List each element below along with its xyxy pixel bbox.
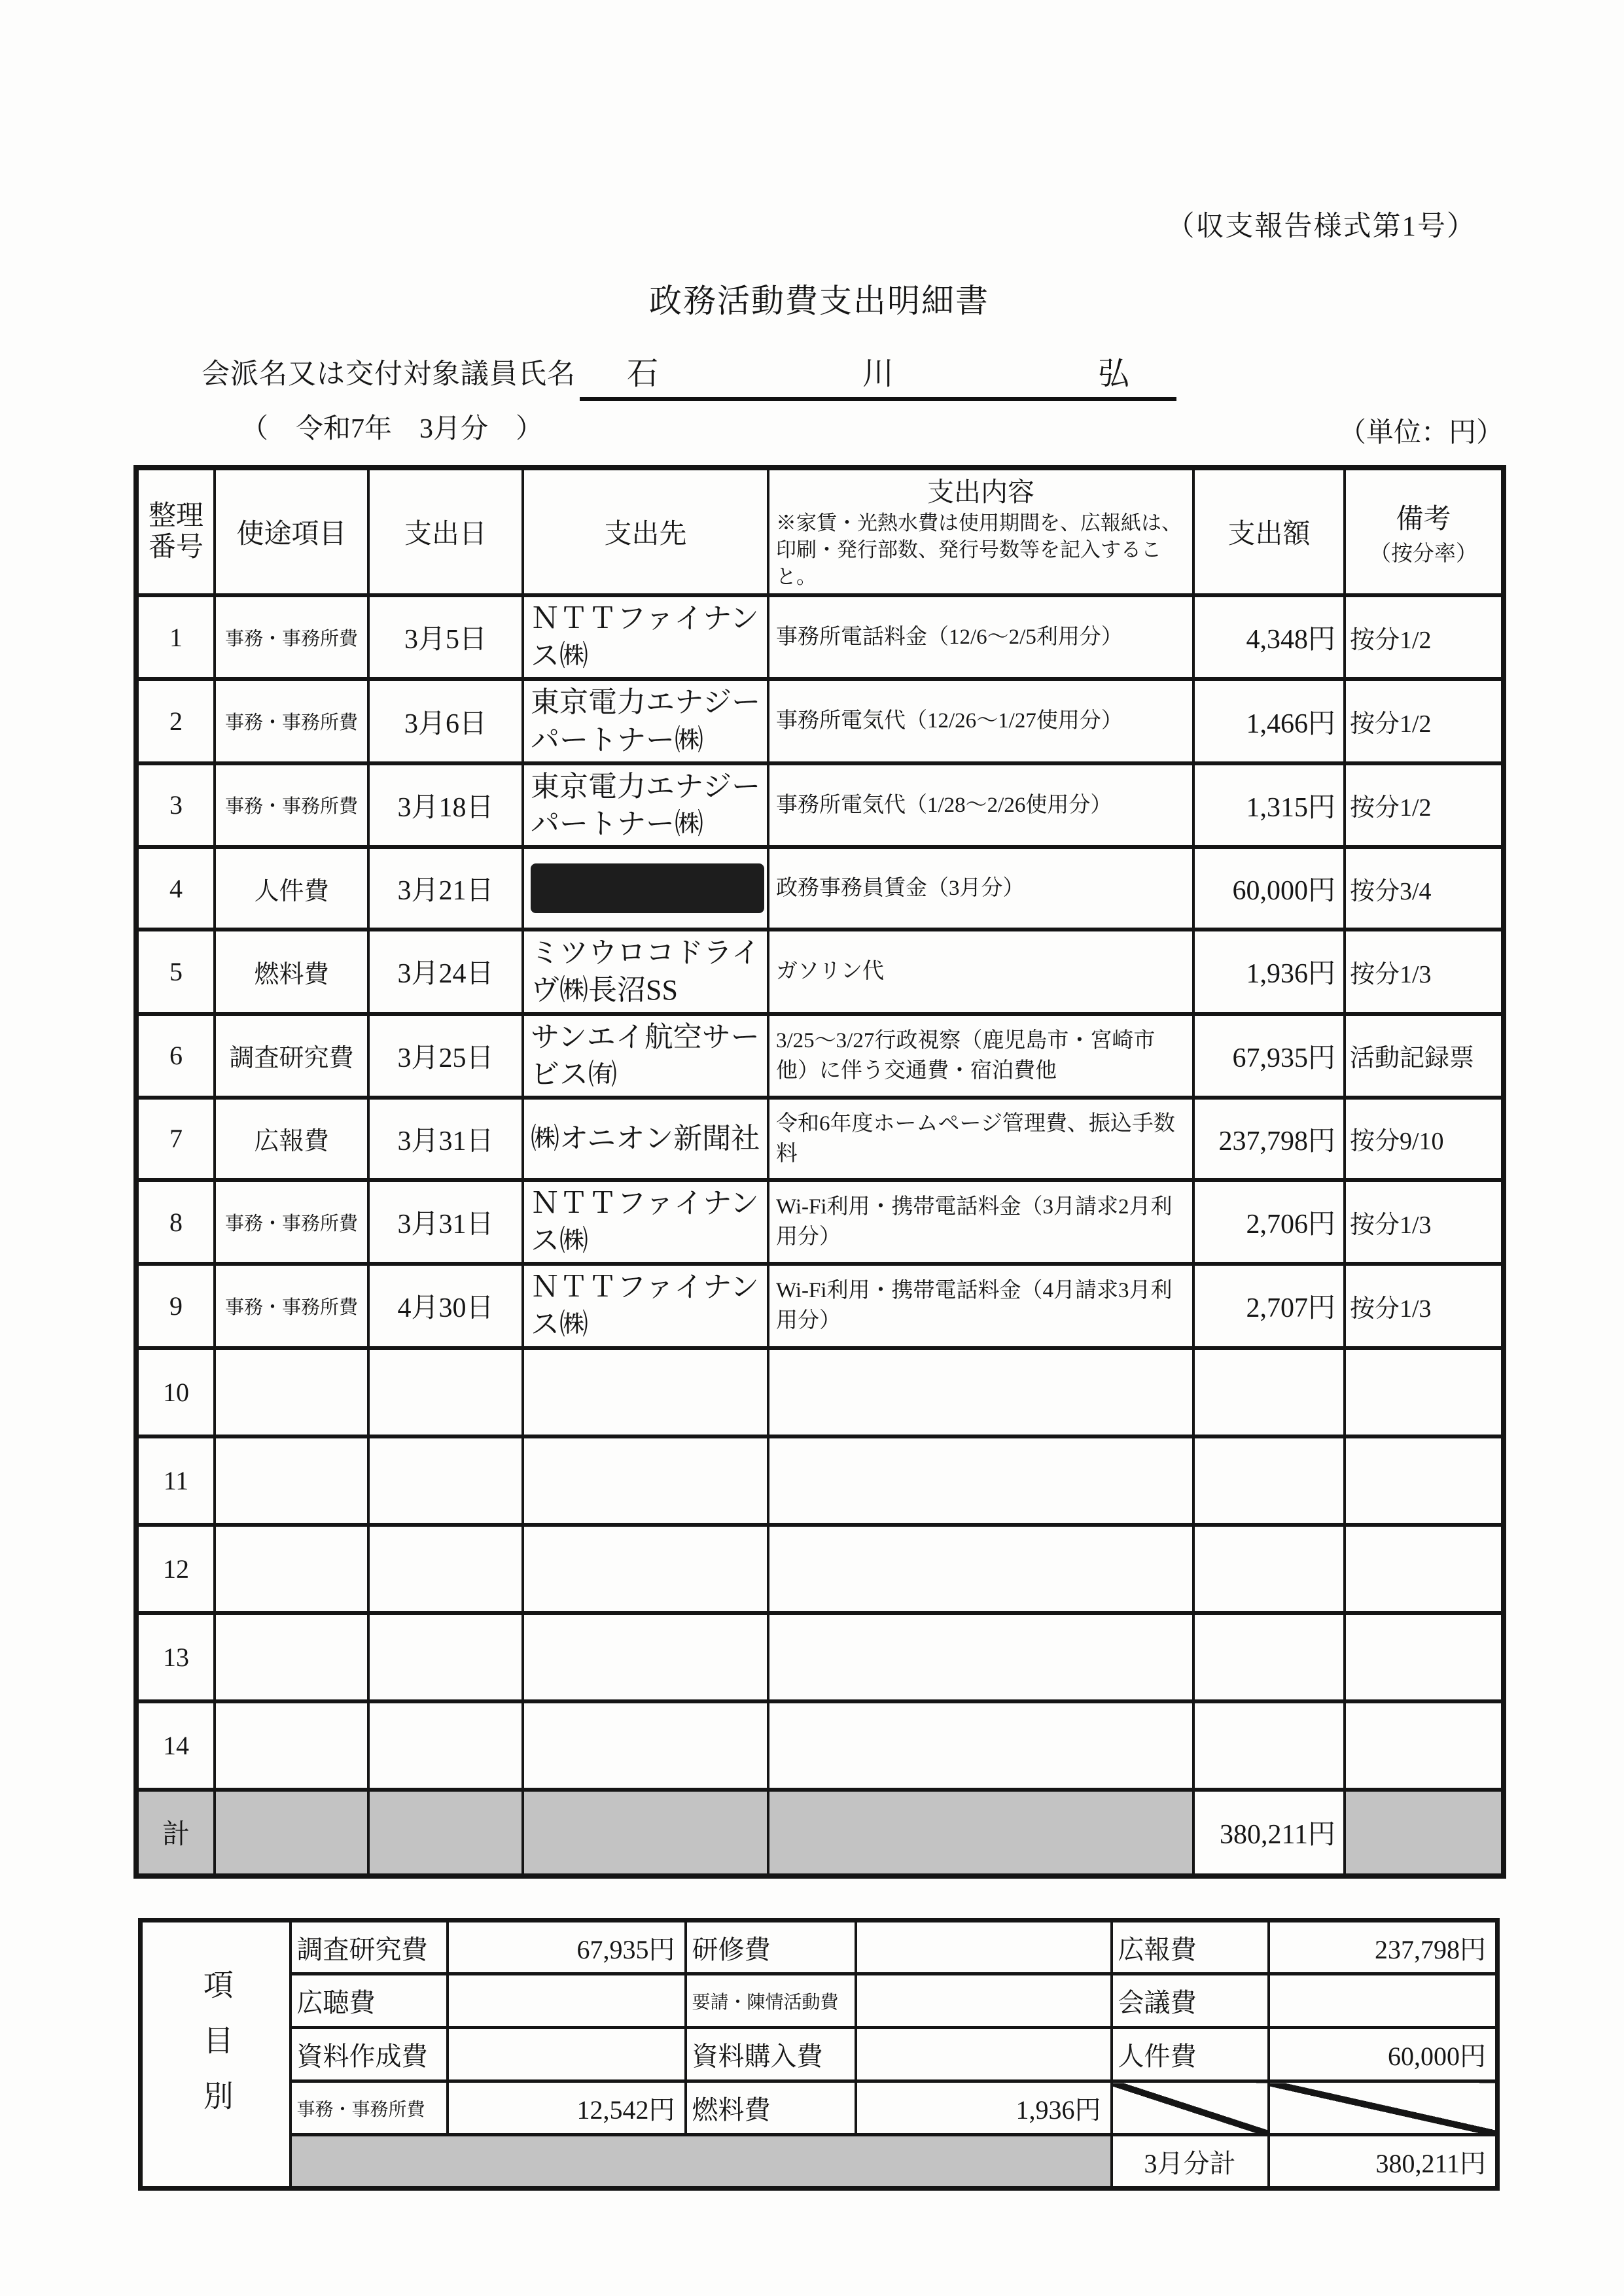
header-remarks-line2: （按分率） [1369, 542, 1477, 566]
date-cell: 3月5日 [368, 595, 523, 679]
summary-label: 燃料費 [686, 2081, 856, 2135]
description-cell [768, 1436, 1193, 1525]
summary-value [856, 1921, 1112, 1974]
entry-number: 14 [136, 1701, 215, 1790]
expense-table [133, 465, 1506, 1879]
remarks-cell [1345, 1348, 1504, 1436]
amount-cell: 2,707円 [1193, 1264, 1345, 1348]
remarks-cell: 按分1/3 [1345, 1180, 1504, 1264]
summary-total-row [141, 2135, 1498, 2189]
summary-label: 資料作成費 [291, 2028, 448, 2081]
total-empty-cell [368, 1790, 523, 1876]
amount-cell: 1,315円 [1193, 763, 1345, 847]
category-cell: 事務・事務所費 [215, 763, 368, 847]
category-cell: 事務・事務所費 [215, 595, 368, 679]
total-label-cell: 計 [136, 1790, 215, 1876]
header-content-title: 支出内容 [927, 477, 1034, 508]
summary-value [1269, 1974, 1498, 2028]
category-cell [215, 1525, 368, 1613]
page-title: 政務活動費支出明細書 [649, 283, 989, 319]
amount-cell: 237,798円 [1193, 1098, 1345, 1180]
summary-label: 広聴費 [291, 1974, 448, 2028]
description-cell: Wi-Fi利用・携帯電話料金（3月請求2月利用分） [768, 1180, 1193, 1264]
date-cell: 3月6日 [368, 679, 523, 763]
amount-cell: 4,348円 [1193, 595, 1345, 679]
redaction-box [531, 863, 764, 913]
entry-number: 10 [136, 1348, 215, 1436]
summary-value: 67,935円 [448, 1921, 686, 1974]
description-cell: 令和6年度ホームページ管理費、振込手数料 [768, 1098, 1193, 1180]
payee-cell: サンエイ航空サービス㈲ [523, 1014, 768, 1098]
struck-out-cell [1269, 2081, 1498, 2135]
summary-value [448, 1974, 686, 2028]
summary-row [141, 1921, 1498, 1974]
summary-label: 研修費 [686, 1921, 856, 1974]
entry-number: 6 [136, 1014, 215, 1098]
header-remarks-line1: 備考 [1396, 504, 1451, 534]
remarks-cell: 活動記録票 [1345, 1014, 1504, 1098]
description-cell: ガソリン代 [768, 930, 1193, 1013]
date-cell: 4月30日 [368, 1264, 523, 1348]
amount-cell: 1,936円 [1193, 930, 1345, 1013]
summary-value: 60,000円 [1269, 2028, 1498, 2081]
summary-value: 1,936円 [856, 2081, 1112, 2135]
amount-cell: 67,935円 [1193, 1014, 1345, 1098]
remarks-cell: 按分3/4 [1345, 847, 1504, 930]
unit-label: （単位：円） [1339, 418, 1504, 448]
description-cell: Wi-Fi利用・携帯電話料金（4月請求3月利用分） [768, 1264, 1193, 1348]
total-empty-cell [768, 1790, 1193, 1876]
summary-label: 事務・事務所費 [291, 2081, 448, 2135]
entry-number: 3 [136, 763, 215, 847]
header-category: 使途項目 [215, 468, 368, 595]
description-cell [768, 1525, 1193, 1613]
summary-label: 要請・陳情活動費 [686, 1974, 856, 2028]
total-empty-cell [1345, 1790, 1504, 1876]
payee-cell [523, 1348, 768, 1436]
category-cell: 事務・事務所費 [215, 1264, 368, 1348]
description-cell: 3/25～3/27行政視察（鹿児島市・宮崎市他）に伴う交通費・宿泊費他 [768, 1014, 1193, 1098]
category-cell [215, 1701, 368, 1790]
date-cell: 3月18日 [368, 763, 523, 847]
payee-cell: ＮＴＴファイナンス㈱ [523, 595, 768, 679]
description-cell [768, 1613, 1193, 1701]
remarks-cell: 按分1/2 [1345, 595, 1504, 679]
payee-cell: ㈱オニオン新聞社 [523, 1098, 768, 1180]
summary-label: 資料購入費 [686, 2028, 856, 2081]
summary-label: 会議費 [1112, 1974, 1269, 2028]
member-name-line [202, 348, 1176, 401]
date-cell [368, 1436, 523, 1525]
table-row-empty [136, 1525, 1504, 1613]
summary-label: 調査研究費 [291, 1921, 448, 1974]
amount-cell [1193, 1436, 1345, 1525]
date-cell [368, 1701, 523, 1790]
payee-cell-redacted [523, 847, 768, 930]
table-row-empty [136, 1436, 1504, 1525]
header-date: 支出日 [368, 468, 523, 595]
remarks-cell [1345, 1525, 1504, 1613]
header-entry-number [136, 468, 215, 595]
header-amount: 支出額 [1193, 468, 1345, 595]
category-cell: 人件費 [215, 847, 368, 930]
remarks-cell: 按分1/2 [1345, 763, 1504, 847]
summary-side-label: 項目別 [199, 1969, 233, 2136]
date-cell: 3月31日 [368, 1180, 523, 1264]
payee-cell: 東京電力エナジーパートナー㈱ [523, 763, 768, 847]
remarks-cell [1345, 1436, 1504, 1525]
remarks-cell: 按分1/2 [1345, 679, 1504, 763]
category-cell: 事務・事務所費 [215, 679, 368, 763]
category-cell [215, 1348, 368, 1436]
payee-cell [523, 1525, 768, 1613]
category-cell [215, 1613, 368, 1701]
header-payee: 支出先 [523, 468, 768, 595]
date-cell: 3月31日 [368, 1098, 523, 1180]
total-empty-cell [215, 1790, 368, 1876]
remarks-cell [1345, 1613, 1504, 1701]
category-cell: 調査研究費 [215, 1014, 368, 1098]
category-cell: 燃料費 [215, 930, 368, 1013]
amount-cell: 2,706円 [1193, 1180, 1345, 1264]
table-row [136, 679, 1504, 763]
payee-cell [523, 1613, 768, 1701]
struck-out-cell [1112, 2081, 1269, 2135]
header-content-note: ※家賃・光熱水費は使用期間を、広報紙は、印刷・発行部数、発行号数等を記入すること。 [776, 512, 1182, 588]
member-name-value [580, 348, 1176, 401]
payee-cell: ＮＴＴファイナンス㈱ [523, 1180, 768, 1264]
entry-number: 4 [136, 847, 215, 930]
payee-cell: ミツウロコドライヴ㈱長沼SS [523, 930, 768, 1013]
summary-total-value: 380,211円 [1269, 2135, 1498, 2189]
total-amount-cell: 380,211円 [1193, 1790, 1345, 1876]
form-number: （収支報告様式第1号） [1166, 211, 1476, 242]
entry-number: 12 [136, 1525, 215, 1613]
name-char: 石 [627, 357, 659, 391]
date-cell: 3月21日 [368, 847, 523, 930]
entry-number: 5 [136, 930, 215, 1013]
amount-cell [1193, 1613, 1345, 1701]
payee-cell: 東京電力エナジーパートナー㈱ [523, 679, 768, 763]
remarks-cell: 按分1/3 [1345, 1264, 1504, 1348]
amount-cell [1193, 1348, 1345, 1436]
remarks-cell [1345, 1701, 1504, 1790]
payee-cell: ＮＴＴファイナンス㈱ [523, 1264, 768, 1348]
name-char: 弘 [1097, 357, 1129, 391]
header-content [768, 468, 1193, 595]
description-cell [768, 1701, 1193, 1790]
category-cell: 広報費 [215, 1098, 368, 1180]
entry-number: 2 [136, 679, 215, 763]
summary-row [141, 2081, 1498, 2135]
entry-number: 1 [136, 595, 215, 679]
summary-row [141, 2028, 1498, 2081]
payee-cell [523, 1701, 768, 1790]
table-row [136, 1098, 1504, 1180]
table-row [136, 763, 1504, 847]
report-period: （ 令和7年 3月分 ） [241, 414, 544, 444]
entry-number: 13 [136, 1613, 215, 1701]
amount-cell [1193, 1525, 1345, 1613]
header-remarks [1345, 468, 1504, 595]
description-cell: 事務所電気代（1/28～2/26使用分） [768, 763, 1193, 847]
summary-value: 237,798円 [1269, 1921, 1498, 1974]
amount-cell: 60,000円 [1193, 847, 1345, 930]
description-cell: 政務事務員賃金（3月分） [768, 847, 1193, 930]
entry-number: 8 [136, 1180, 215, 1264]
table-row-empty [136, 1701, 1504, 1790]
entry-number: 9 [136, 1264, 215, 1348]
table-row-empty [136, 1613, 1504, 1701]
table-row [136, 1264, 1504, 1348]
entry-number: 7 [136, 1098, 215, 1180]
table-row-empty [136, 1348, 1504, 1436]
summary-total-spacer [291, 2135, 1112, 2189]
description-cell [768, 1348, 1193, 1436]
summary-row [141, 1974, 1498, 2028]
expense-header-row [136, 468, 1504, 595]
description-cell: 事務所電話料金（12/6～2/5利用分） [768, 595, 1193, 679]
summary-side-label-cell [141, 1921, 291, 2189]
payee-cell [523, 1436, 768, 1525]
table-row [136, 930, 1504, 1013]
summary-label: 人件費 [1112, 2028, 1269, 2081]
summary-value [856, 1974, 1112, 2028]
description-cell: 事務所電気代（12/26～1/27使用分） [768, 679, 1193, 763]
category-cell [215, 1436, 368, 1525]
category-cell: 事務・事務所費 [215, 1180, 368, 1264]
name-char: 川 [862, 357, 894, 391]
date-cell [368, 1348, 523, 1436]
table-row [136, 1014, 1504, 1098]
table-row [136, 847, 1504, 930]
header-entry-number-line2: 番号 [148, 532, 203, 563]
amount-cell [1193, 1701, 1345, 1790]
table-row [136, 595, 1504, 679]
summary-value: 12,542円 [448, 2081, 686, 2135]
date-cell: 3月24日 [368, 930, 523, 1013]
remarks-cell: 按分9/10 [1345, 1098, 1504, 1180]
entry-number: 11 [136, 1436, 215, 1525]
summary-total-label: 3月分計 [1112, 2135, 1269, 2189]
member-name-label: 会派名又は交付対象議員氏名 [202, 359, 576, 390]
category-summary-table [138, 1918, 1500, 2191]
date-cell [368, 1613, 523, 1701]
summary-label: 広報費 [1112, 1921, 1269, 1974]
header-entry-number-line1: 整理 [148, 500, 203, 531]
date-cell [368, 1525, 523, 1613]
total-row [136, 1790, 1504, 1876]
total-empty-cell [523, 1790, 768, 1876]
amount-cell: 1,466円 [1193, 679, 1345, 763]
summary-value [856, 2028, 1112, 2081]
summary-value [448, 2028, 686, 2081]
date-cell: 3月25日 [368, 1014, 523, 1098]
table-row [136, 1180, 1504, 1264]
remarks-cell: 按分1/3 [1345, 930, 1504, 1013]
